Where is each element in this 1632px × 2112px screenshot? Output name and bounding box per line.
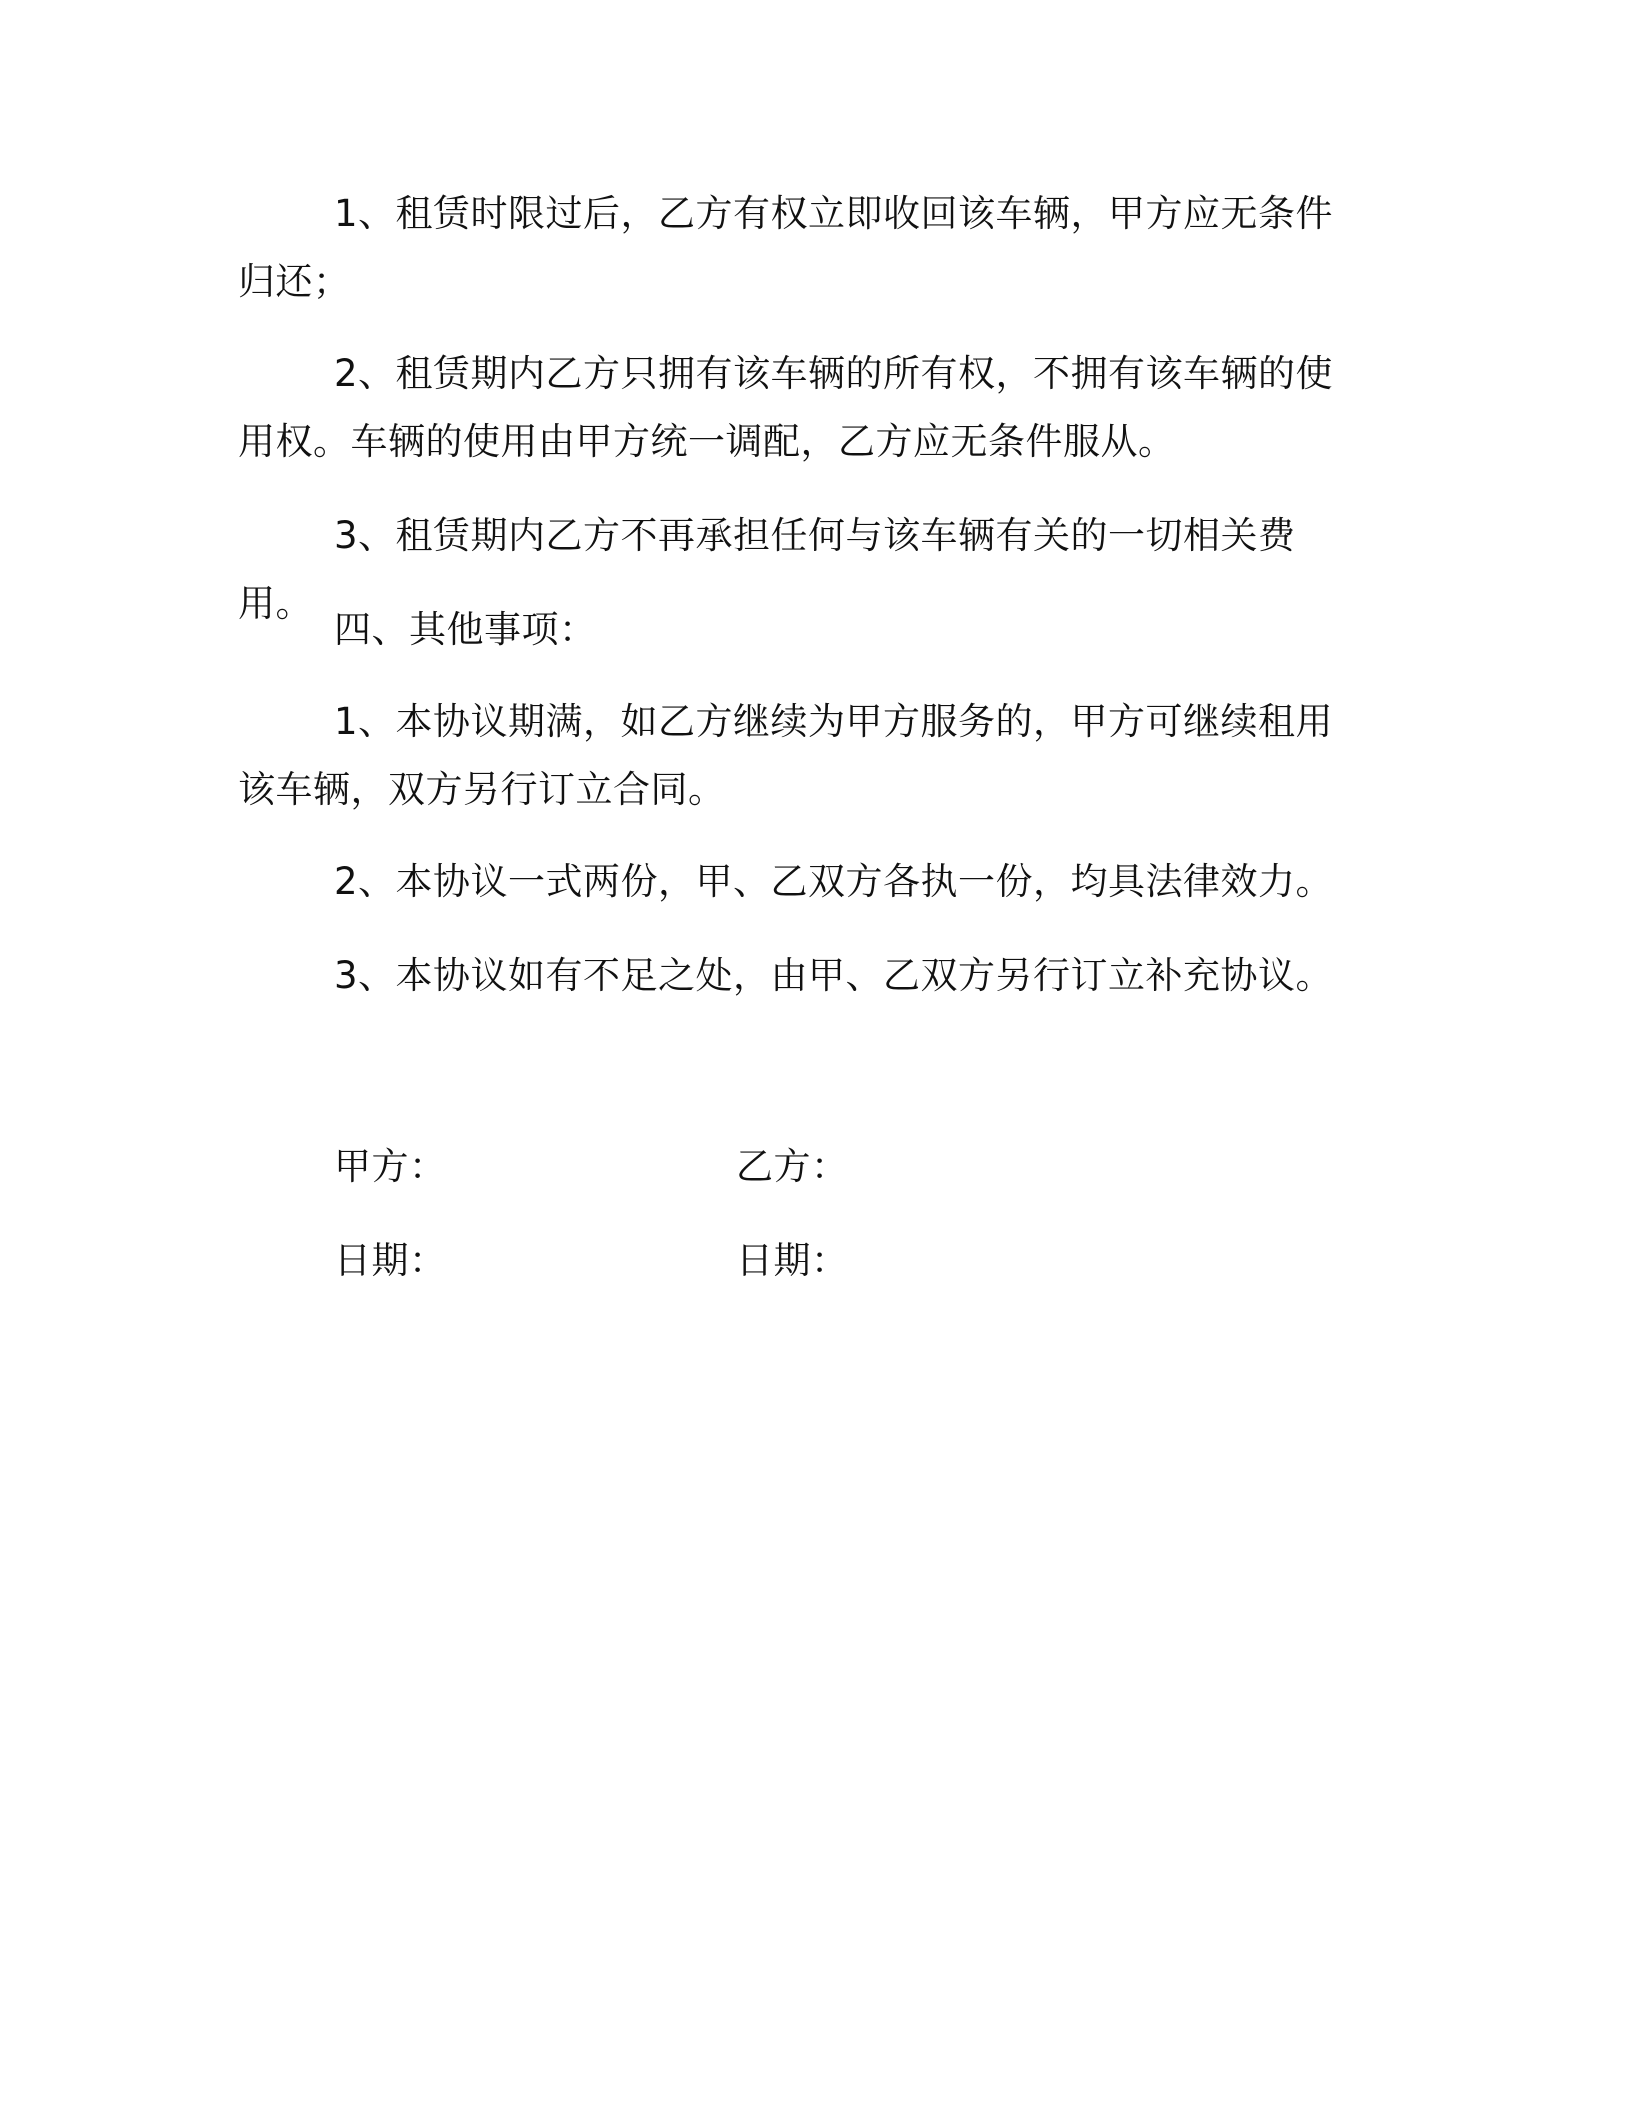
clause-return-1: 1、租赁时限过后，乙方有权立即收回该车辆，甲方应无条件归还； [238, 192, 1334, 303]
other-matters-item-3: 3、本协议如有不足之处，由甲、乙双方另行订立补充协议。 [334, 954, 1334, 997]
clause-return-3: 3、租赁期内乙方不再承担任何与该车辆有关的一切相关费用。 [238, 514, 1296, 625]
other-matters-item-2: 2、本协议一式两份，甲、乙双方各执一份，均具法律效力。 [334, 860, 1334, 903]
party-b-signature-label: 乙方： [736, 1145, 849, 1188]
section-heading-other-matters: 四、其他事项： [334, 608, 597, 651]
other-matters-item-1: 1、本协议期满，如乙方继续为甲方服务的，甲方可继续租用该车辆，双方另行订立合同。 [238, 700, 1334, 811]
clause-return-2: 2、租赁期内乙方只拥有该车辆的所有权，不拥有该车辆的使用权。车辆的使用由甲方统一调配，乙方应无条件服从。 [238, 352, 1334, 463]
party-a-signature-label: 甲方： [334, 1145, 447, 1188]
party-b-date-label: 日期： [736, 1239, 849, 1282]
party-a-date-label: 日期： [334, 1239, 447, 1282]
